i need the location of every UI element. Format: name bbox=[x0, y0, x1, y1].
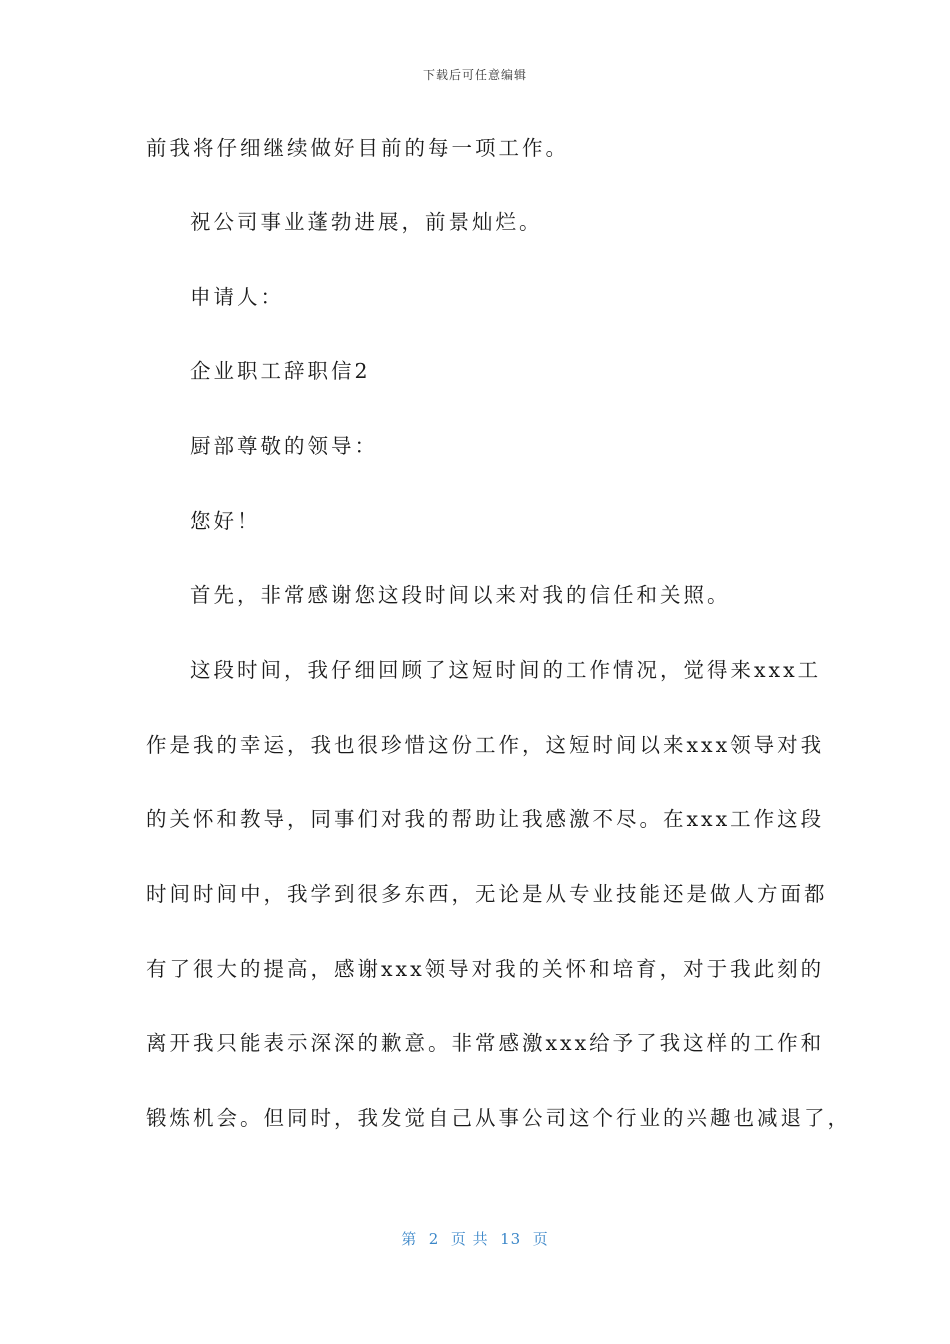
body-line-4: 企业职工辞职信2 bbox=[190, 359, 371, 383]
page-number-footer: 第 2 页 共 13 页 bbox=[401, 1230, 549, 1248]
body-line-3: 申请人： bbox=[190, 285, 284, 309]
body-line-7: 首先，非常感谢您这段时间以来对我的信任和关照。 bbox=[190, 583, 731, 607]
body-line-12: 有了很大的提高，感谢xxx领导对我的关怀和培育，对于我此刻的 bbox=[146, 957, 825, 981]
body-line-13: 离开我只能表示深深的歉意。非常感激xxx给予了我这样的工作和 bbox=[146, 1031, 825, 1055]
body-line-11: 时间时间中，我学到很多东西，无论是从专业技能还是做人方面都 bbox=[146, 882, 828, 906]
body-line-5: 厨部尊敬的领导： bbox=[190, 434, 378, 458]
body-line-9: 作是我的幸运，我也很珍惜这份工作，这短时间以来xxx领导对我 bbox=[146, 733, 825, 757]
body-line-8: 这段时间，我仔细回顾了这短时间的工作情况，觉得来xxx工 bbox=[190, 658, 822, 682]
body-line-14: 锻炼机会。但同时，我发觉自己从事公司这个行业的兴趣也减退了， bbox=[146, 1106, 851, 1130]
body-line-10: 的关怀和教导，同事们对我的帮助让我感激不尽。在xxx工作这段 bbox=[146, 807, 825, 831]
page-header-note: 下载后可任意编辑 bbox=[422, 68, 527, 82]
body-line-6: 您好！ bbox=[190, 509, 261, 533]
body-line-2: 祝公司事业蓬勃进展，前景灿烂。 bbox=[190, 210, 543, 234]
body-line-1: 前我将仔细继续做好目前的每一项工作。 bbox=[146, 136, 569, 160]
